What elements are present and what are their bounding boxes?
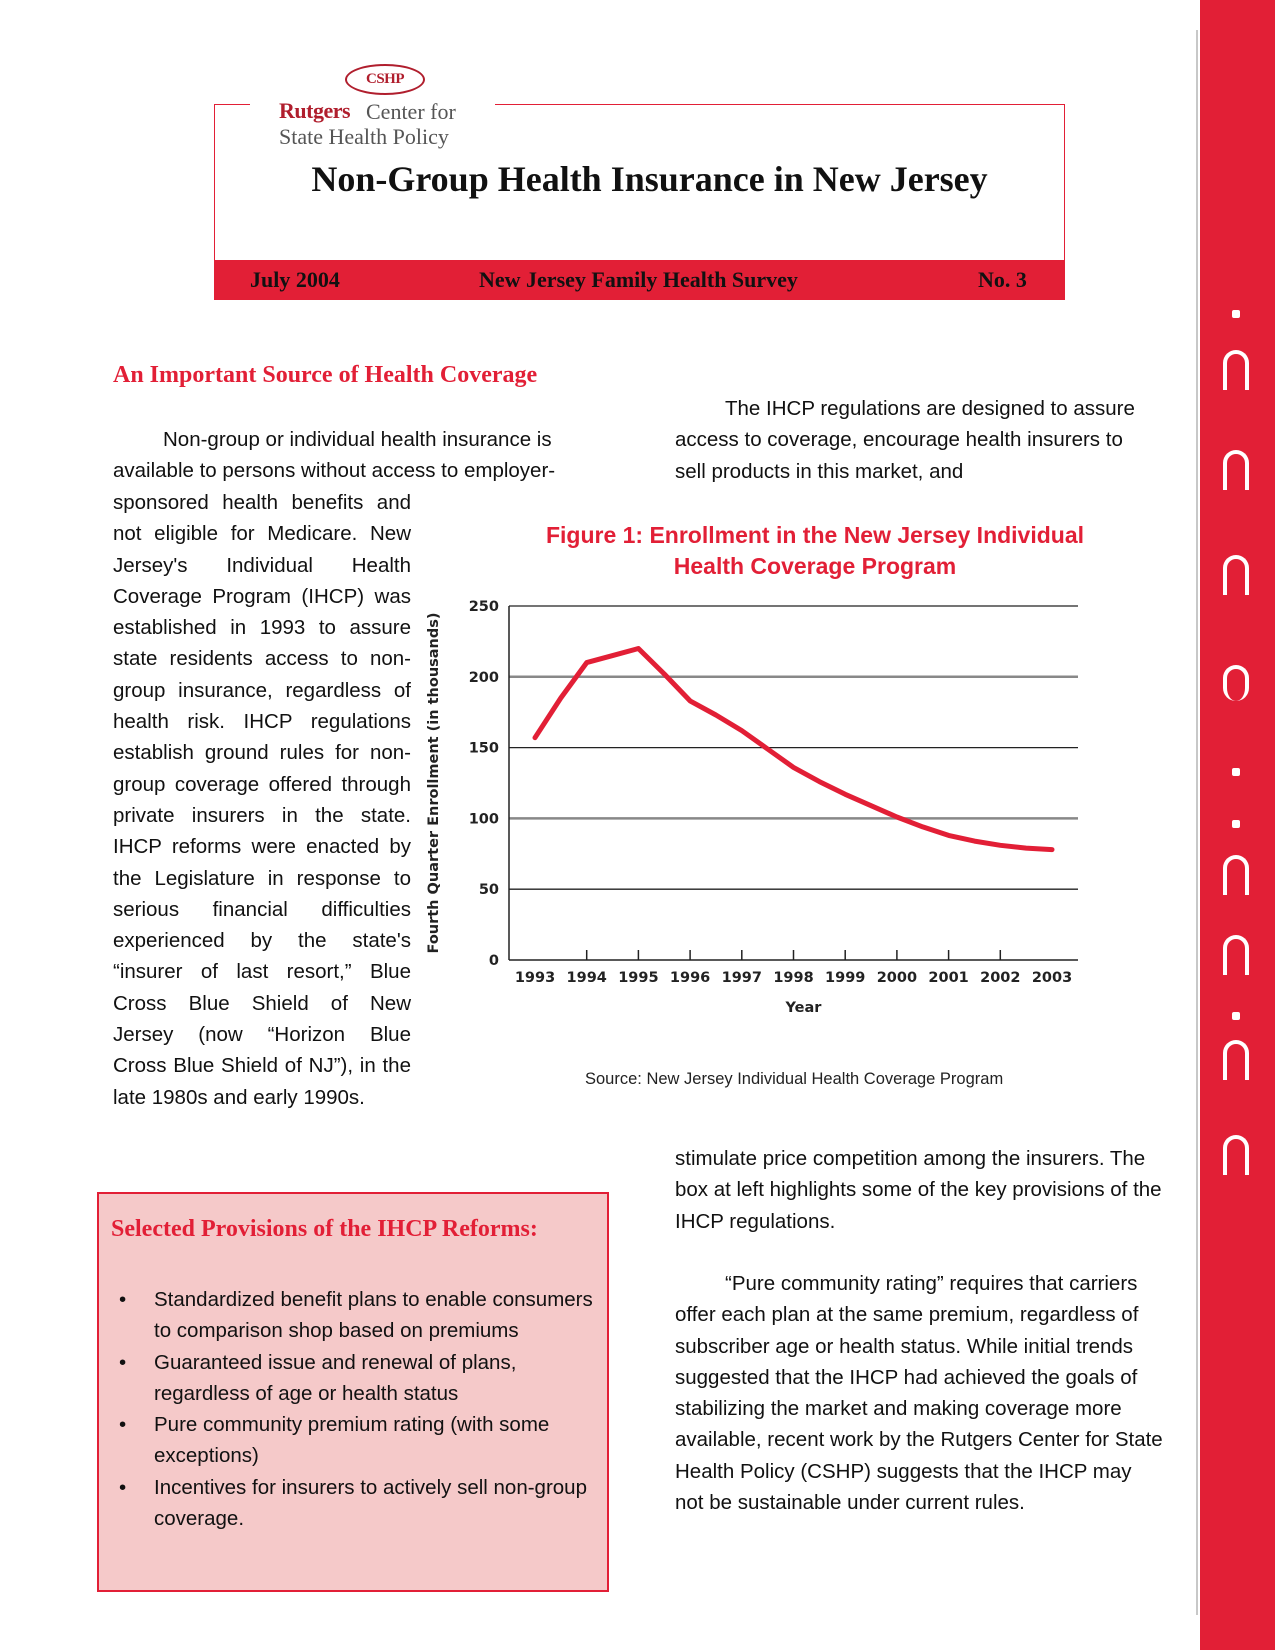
- y-tick-label: 250: [468, 599, 499, 615]
- regulations-paragraph-text: The IHCP regulations are designed to assure access to coverage, encourage health insurers to sell products in this market, and: [675, 397, 1135, 483]
- side-mark: [1223, 350, 1249, 390]
- x-tick-label: 2002: [980, 970, 1021, 986]
- cshp-logo-mark: CSHP: [345, 64, 425, 95]
- y-tick-label: 100: [468, 811, 499, 828]
- side-mark: [1223, 555, 1249, 595]
- x-tick-label: 1997: [721, 970, 762, 986]
- bullet-icon: •: [119, 1413, 127, 1437]
- y-axis-title: Fourth Quarter Enrollment (in thousands): [426, 612, 442, 954]
- side-mark: [1232, 820, 1240, 828]
- figure-title-line1: Figure 1: Enrollment in the New Jersey Individual: [545, 522, 1085, 548]
- side-mark: [1223, 1040, 1249, 1080]
- intro-paragraph-lead-text: Non-group or individual health insurance is available to persons without access to employer-: [113, 428, 556, 483]
- intro-paragraph-lead: [113, 424, 600, 487]
- side-divider-line: [1196, 30, 1198, 1615]
- side-mark: [1232, 310, 1240, 318]
- x-tick-label: 2001: [928, 970, 969, 986]
- side-mark: [1223, 450, 1249, 490]
- regulations-paragraph: [675, 393, 1145, 487]
- x-tick-label: 1994: [566, 970, 607, 986]
- side-mark: [1232, 1012, 1240, 1020]
- y-tick-label: 200: [468, 669, 499, 686]
- x-tick-label: 2000: [876, 970, 918, 986]
- provision-text: Standardized benefit plans to enable consumers to comparison shop based on premiums: [154, 1288, 593, 1343]
- side-mark: [1223, 935, 1249, 975]
- x-tick-label: 1999: [825, 970, 866, 986]
- page-title: Non-Group Health Insurance in New Jersey: [311, 159, 988, 199]
- y-tick-label: 50: [478, 882, 499, 899]
- provision-item: [99, 1409, 599, 1472]
- bullet-icon: •: [119, 1350, 127, 1374]
- x-tick-label: 1995: [618, 970, 659, 986]
- provision-text: Incentives for insurers to actively sell non-group coverage.: [154, 1475, 587, 1531]
- provisions-heading: Selected Provisions of the IHCP Reforms:: [111, 1216, 538, 1242]
- provision-text: Pure community premium rating (with some exceptions): [154, 1413, 550, 1468]
- provision-item: [99, 1472, 599, 1535]
- provision-item: [99, 1347, 599, 1410]
- x-tick-label: 2003: [1031, 970, 1073, 986]
- logo-rutgers-text: Rutgers: [279, 98, 351, 123]
- community-rating-paragraph: [675, 1268, 1165, 1518]
- figure-title: [490, 520, 1140, 582]
- provision-text: Guaranteed issue and renewal of plans, regardless of age or health status: [154, 1350, 517, 1405]
- enrollment-line-chart: [426, 599, 1150, 1054]
- competition-paragraph: stimulate price competition among the insurers. The box at left highlights some of the key provisions of the IHCP regulations.: [675, 1147, 1162, 1233]
- community-rating-paragraph-text: “Pure community rating” requires that carriers offer each plan at the same premium, regardless of subscriber age or health status. While initial trends suggested that the IHCP had achieved the goals of stabilizing the market and making coverage more available, recent work by the Rutgers Center for State Health Policy (CSHP) suggests that the IHCP may not be sustainable under current rules.: [675, 1272, 1163, 1515]
- y-tick-label: 150: [468, 740, 499, 757]
- logo-center-text: Center for: [366, 99, 456, 124]
- issue-banner: [214, 260, 1065, 300]
- provisions-list: [99, 1284, 599, 1534]
- side-mark: [1232, 768, 1240, 776]
- side-decorative-strip: [1200, 0, 1275, 1650]
- side-mark: [1223, 665, 1249, 701]
- chart-svg: [426, 599, 1150, 1054]
- issue-date: July 2004: [250, 267, 340, 292]
- logo-state-text: State Health Policy: [279, 124, 449, 149]
- x-tick-label: 1993: [514, 970, 556, 986]
- x-tick-label: 1998: [773, 970, 814, 986]
- provisions-box: [97, 1192, 609, 1592]
- figure-source: Source: New Jersey Individual Health Coverage Program: [585, 1070, 1004, 1088]
- x-tick-label: 1996: [669, 970, 711, 986]
- survey-name: New Jersey Family Health Survey: [479, 267, 798, 292]
- figure-title-line2: Health Coverage Program: [673, 553, 957, 579]
- y-tick-label: 0: [488, 953, 499, 969]
- side-mark: [1223, 855, 1249, 895]
- bullet-icon: •: [119, 1475, 127, 1499]
- provision-item: [99, 1284, 599, 1347]
- intro-paragraph-body: sponsored health benefits and not eligible for Medicare. New Jersey's Individual Health Coverage Program (IHCP) was established in 1993 to assure state residents access to non-group insurance, regardless of health risk. IHCP regulations establish ground rules for non-group coverage offered through private insurers in the state. IHCP reforms were enacted by the Legislature in response to serious financial difficulties experienced by the state's “insurer of last resort,” Blue Cross Blue Shield of New Jersey (now “Horizon Blue Cross Blue Shield of NJ”), in the late 1980s and early 1990s.: [113, 491, 411, 1109]
- bullet-icon: •: [119, 1288, 127, 1311]
- x-axis-title: Year: [785, 1000, 822, 1016]
- side-mark: [1223, 1135, 1249, 1175]
- issue-number: No. 3: [978, 267, 1027, 292]
- section-heading: An Important Source of Health Coverage: [113, 362, 538, 388]
